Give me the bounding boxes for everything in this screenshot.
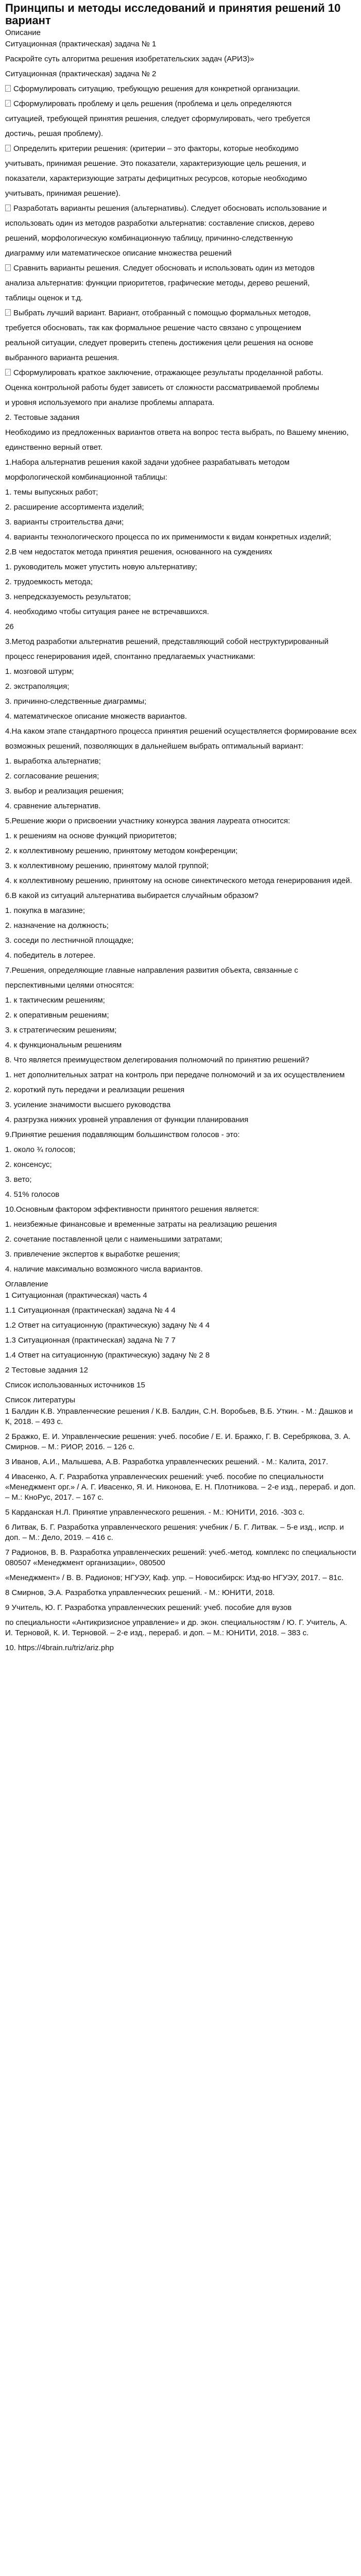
text-line: 4. 51% голосов <box>5 1190 60 1199</box>
text-line: 3. причинно-следственные диаграммы; <box>5 697 147 706</box>
text-line: 2. согласование решения; <box>5 772 99 781</box>
text-line: 4. наличие максимально возможного числа вариантов. <box>5 1265 203 1274</box>
text-line: показатели, характеризующие затраты дефицитных ресурсов, которые необходимо <box>5 174 307 183</box>
text-line: учитывать, принимая решение. Это показатели, характеризующие цель решения, и <box>5 159 306 168</box>
text-line: 1.Набора альтернатив решения какой задачи удобнее разрабатывать методом <box>5 458 290 467</box>
text-line: 2 Бражко, Е. И. Управленческие решения: учеб. пособие / Е. И. Бражко, Г. В. Серебрякова, З. А. Смирнов. – М.: РИОР, 2016. – 126 с. <box>5 1432 351 1451</box>
text-line: Описание <box>5 28 41 37</box>
text-line: 2. консенсус; <box>5 1160 52 1169</box>
text-line: Ситуационная (практическая) задача № 1 <box>5 40 157 48</box>
text-line: 1. к тактическим решениям; <box>5 996 105 1005</box>
text-line: 1. мозговой штурм; <box>5 667 74 676</box>
text-line: 4. сравнение альтернатив. <box>5 802 101 810</box>
text-line: 1. руководитель может упустить новую альтернативу; <box>5 563 197 571</box>
text-line: 2. сочетание поставленной цели с наименьшими затратами; <box>5 1235 222 1244</box>
text-line: 1. нет дополнительных затрат на контроль при передаче полномочий и за их осуществлением <box>5 1071 345 1079</box>
text-line: достичь, решая проблему). <box>5 129 104 138</box>
text-line: 2. назначение на должность; <box>5 921 109 930</box>
text-line: 6.В какой из ситуаций альтернатива выбирается случайным образом? <box>5 891 259 900</box>
text-line: 2. трудоемкость метода; <box>5 578 93 586</box>
text-line: 1. около ¾ голосов; <box>5 1145 76 1154</box>
text-line: 3. соседи по лестничной площадке; <box>5 936 134 945</box>
bullet-paragraph: Сформулировать ситуацию, требующую решения для конкретной организации. <box>5 84 357 94</box>
text-line: выбранного варианта решения. <box>5 353 119 362</box>
text-line: 4. победитель в лотерее. <box>5 951 96 960</box>
text-line: по специальности «Антикризисное управление» и др. экон. специальностям / Ю. Г. Учитель, А. И. Терновой, К. И. Терновой. – 2-е изд., перераб. и доп. – М.: ЮНИТИ, 2018. – 383 с. <box>5 1618 348 1637</box>
text-line: 26 <box>5 622 14 631</box>
page-title: Принципы и методы исследований и принятия решений 10 вариант <box>5 2 341 27</box>
text-line: 2. Тестовые задания <box>5 413 80 422</box>
text-line: 2.В чем недостаток метода принятия решения, основанного на суждениях <box>5 548 272 556</box>
text-line: 9 Учитель, Ю. Г. Разработка управленческих решений: учеб. пособие для вузов <box>5 1603 292 1612</box>
text-line: 2. к коллективному решению, принятому методом конференции; <box>5 846 238 855</box>
bullet-paragraph: Выбрать лучший вариант. Вариант, отобранный с помощью формальных методов, <box>5 308 357 318</box>
text-line: требуется обосновать, так как формальное решение часто связано с упрощением <box>5 324 302 332</box>
text-line: Список использованных источников 15 <box>5 1381 145 1389</box>
bullet-paragraph: Разработать варианты решения (альтернативы). Следует обосновать использование и <box>5 204 357 214</box>
text-line: 1. неизбежные финансовые и временные затраты на реализацию решения <box>5 1220 277 1229</box>
text-line: 3. варианты строительства дачи; <box>5 518 124 527</box>
text-line: 1.2 Ответ на ситуационную (практическую) задачу № 4 4 <box>5 1321 210 1330</box>
text-line: 4.На каком этапе стандартного процесса принятия решений осуществляется формирование всех <box>5 727 357 736</box>
text-line: 4. необходимо чтобы ситуация ранее не встречавшихся. <box>5 607 209 616</box>
text-line: 1.1 Ситуационная (практическая) задача № 4 4 <box>5 1306 176 1315</box>
text-line: 9.Принятие решения подавляющим большинством голосов - это: <box>5 1130 240 1139</box>
text-line: перспективными целями относятся: <box>5 981 134 990</box>
document-body <box>5 28 357 1653</box>
text-line: 2. расширение ассортимента изделий; <box>5 503 144 512</box>
text-line: Оценка контрольной работы будет зависеть от сложности рассматриваемой проблемы <box>5 383 319 392</box>
bullet-paragraph: Определить критерии решения: (критерии – это факторы, которые необходимо <box>5 144 357 154</box>
text-line: морфологической комбинационной таблицы: <box>5 473 167 482</box>
text-line: 4. разгрузка нижних уровней управления от функции планирования <box>5 1115 249 1124</box>
text-line: 2. к оперативным решениям; <box>5 1011 109 1020</box>
text-line: 1. выработка альтернатив; <box>5 757 101 766</box>
text-line: 1. темы выпускных работ; <box>5 488 98 497</box>
text-line: 3. усиление значимости высшего руководства <box>5 1100 171 1109</box>
text-line: 3. к стратегическим решениям; <box>5 1026 117 1035</box>
text-line: диаграмму или математическое описание множества решений <box>5 249 232 258</box>
bullet-paragraph: Сформулировать проблему и цель решения (проблема и цель определяются <box>5 99 357 109</box>
bullet-paragraph: Сравнить варианты решения. Следует обосновать и использовать один из методов <box>5 263 357 274</box>
text-line: 3. привлечение экспертов к выработке решения; <box>5 1250 180 1259</box>
text-line: таблицы оценок и т.д. <box>5 294 83 302</box>
text-line: 3 Иванов, А.И., Малышева, А.В. Разработка управленческих решений. - М.: Калита, 2017. <box>5 1458 329 1466</box>
text-line: Оглавление <box>5 1280 48 1289</box>
text-line: 1 Ситуационная (практическая) часть 4 <box>5 1291 147 1300</box>
text-line: 3.Метод разработки альтернатив решений, представляющий собой неструктурированный <box>5 637 329 646</box>
text-line: 7 Радионов, В. В. Разработка управленческих решений: учеб.-метод. комплекс по специальности 080507 «Менеджмент организации», 080500 <box>5 1548 356 1567</box>
text-line: 1. к решениям на основе функций приоритетов; <box>5 832 177 840</box>
text-line: использовать один из методов разработки альтернатив: составление списков, дерево <box>5 219 315 228</box>
text-line: анализа альтернатив: функции приоритетов, графические методы, дерево решений, <box>5 279 310 287</box>
text-line: 1. покупка в магазине; <box>5 906 85 915</box>
text-line: 1.3 Ситуационная (практическая) задача № 7 7 <box>5 1336 176 1345</box>
text-line: 4. математическое описание множеств вариантов. <box>5 712 187 721</box>
text-line: 3. выбор и реализация решения; <box>5 787 124 795</box>
text-line: 2. экстраполяция; <box>5 682 70 691</box>
text-line: и уровня используемого при анализе проблемы аппарата. <box>5 398 215 407</box>
text-line: 8. Что является преимуществом делегирования полномочий по принятию решений? <box>5 1056 310 1064</box>
text-line: 6 Литвак, Б. Г. Разработка управленческого решения: учебник / Б. Г. Литвак. – 5-е изд., испр. и доп. – М.: Дело, 2019. – 416 с. <box>5 1523 344 1542</box>
text-line: 1 Балдин К.В. Управленческие решения / К.В. Балдин, С.Н. Воробьев, В.Б. Уткин. - М.: Дашков и К, 2018. – 493 с. <box>5 1407 353 1426</box>
document-page <box>5 2 357 1653</box>
text-line: 5 Карданская Н.Л. Принятие управленческого решения. - М.: ЮНИТИ, 2016. -303 с. <box>5 1508 305 1517</box>
text-line: Список литературы <box>5 1396 76 1404</box>
text-line: 4. к коллективному решению, принятому на основе синектического метода генерирования идей. <box>5 876 352 885</box>
text-line: решений, морфологическую комбинационную таблицу, причинно-следственную <box>5 234 293 243</box>
text-line: Раскройте суть алгоритма решения изобретательских задач (АРИЗ)» <box>5 55 254 63</box>
text-line: 10. https://4brain.ru/triz/ariz.php <box>5 1643 114 1652</box>
text-line: единственно верный ответ. <box>5 443 103 452</box>
text-line: 10.Основным фактором эффективности принятого решения является: <box>5 1205 259 1214</box>
text-line: 4. варианты технологического процесса по их применимости к видам конкретных изделий; <box>5 533 332 541</box>
text-line: 1.4 Ответ на ситуационную (практическую) задачу № 2 8 <box>5 1351 210 1360</box>
text-line: реальной ситуации, следует проверить степень достижения цели решения на основе <box>5 338 314 347</box>
text-line: 4 Ивасенко, А. Г. Разработка управленческих решений: учеб. пособие по специальности «Менеджмент орг.» / А. Г. Ивасенко, Я. И. Никонова, Е. Н. Плотникова. – 2-е изд., перераб. и доп. – М.: КноРус, 2017. – 167 с. <box>5 1472 356 1502</box>
text-line: 4. к функциональным решениям <box>5 1041 122 1049</box>
text-line: возможных решений, позволяющих в дальнейшем выбрать оптимальный вариант: <box>5 742 304 751</box>
text-line: «Менеджмент» / В. В. Радионов; НГУЭУ, Каф. упр. – Новосибирск: Изд-во НГУЭУ, 2017. – 81с. <box>5 1573 344 1582</box>
text-line: Необходимо из предложенных вариантов ответа на вопрос теста выбрать, по Вашему мнению, <box>5 428 349 437</box>
bullet-paragraph: Сформулировать краткое заключение, отражающее результаты проделанной работы. <box>5 368 357 378</box>
text-line: 7.Решения, определяющие главные направления развития объекта, связанные с <box>5 966 298 975</box>
text-line: учитывать, принимая решение). <box>5 189 121 198</box>
text-line: 3. к коллективному решению, принятому малой группой; <box>5 861 209 870</box>
text-line: 3. вето; <box>5 1175 32 1184</box>
text-line: процесс генерирования идей, спонтанно предлагаемых участниками: <box>5 652 255 661</box>
text-line: 2 Тестовые задания 12 <box>5 1366 88 1375</box>
text-line: 2. короткий путь передачи и реализации решения <box>5 1086 185 1094</box>
text-line: 5.Решение жюри о присвоении участнику конкурса звания лауреата относится: <box>5 817 290 825</box>
text-line: ситуацией, требующей принятия решения, следует сформулировать, чего требуется <box>5 114 311 123</box>
text-line: 3. непредсказуемость результатов; <box>5 592 131 601</box>
text-line: Ситуационная (практическая) задача № 2 <box>5 70 157 78</box>
text-line: 8 Смирнов, Э.А. Разработка управленческих решений. - М.: ЮНИТИ, 2018. <box>5 1588 275 1597</box>
